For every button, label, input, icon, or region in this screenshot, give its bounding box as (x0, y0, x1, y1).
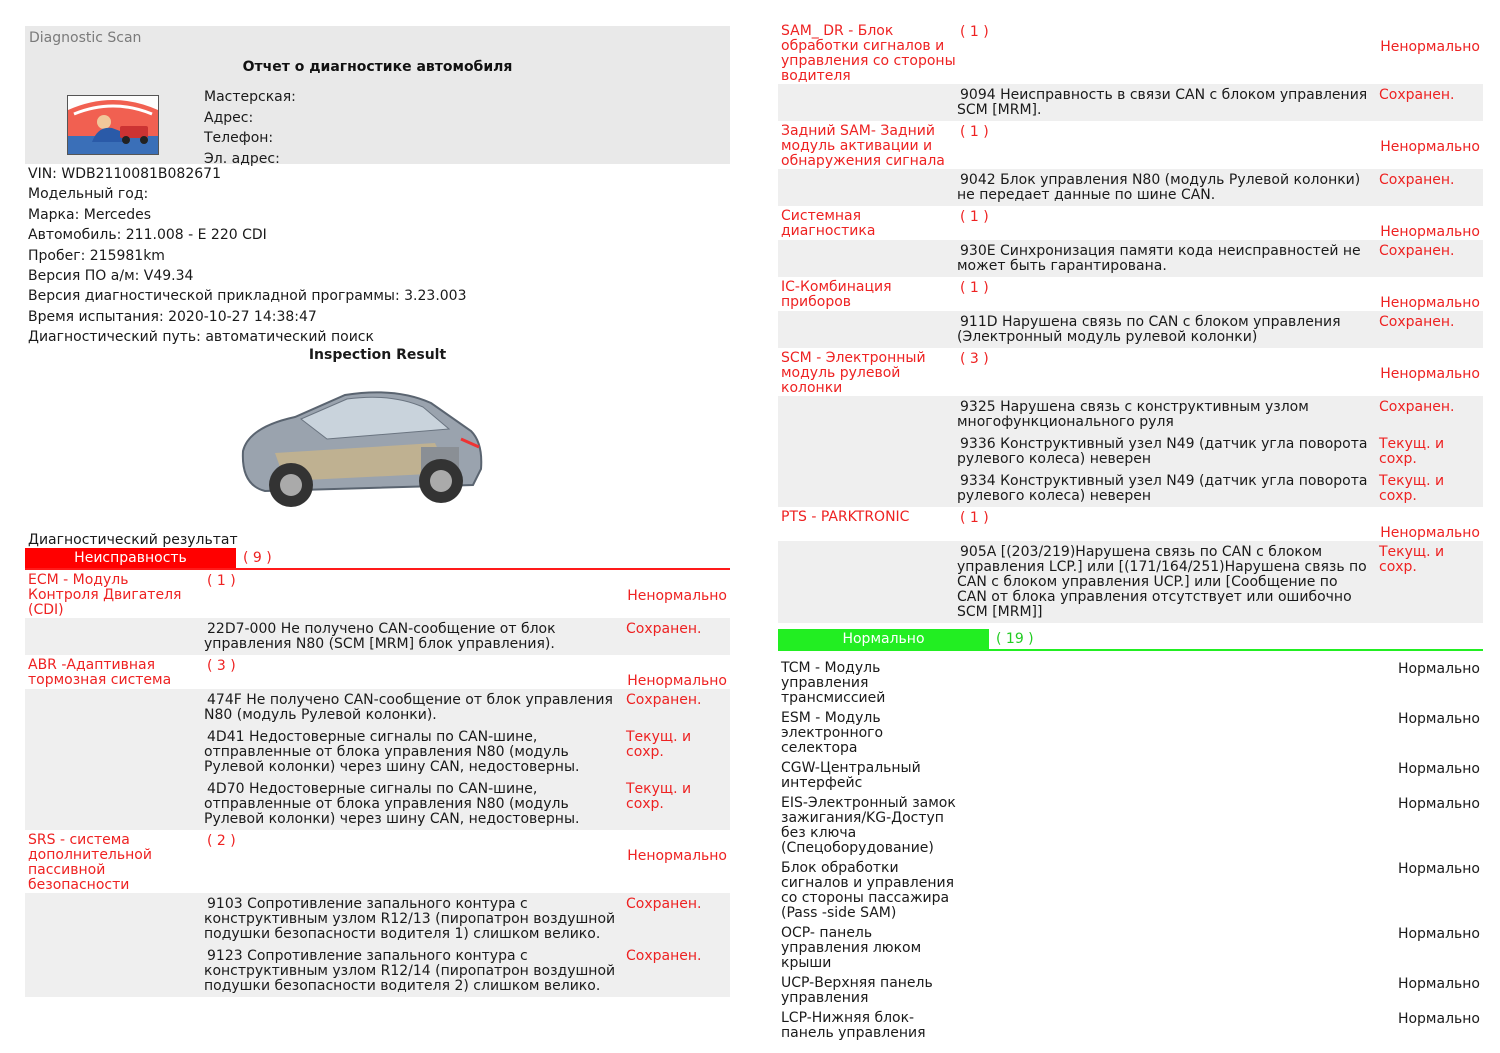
fault-code-count: ( 1 ) (207, 572, 236, 589)
normal-module-status: Нормально (1397, 761, 1480, 777)
fault-code-texts (956, 169, 1373, 206)
shop-name: Мастерская: (204, 89, 296, 105)
normal-module-name: Блок обработки сигналов и управления со стороны пассажира (Pass -side SAM) (781, 860, 955, 921)
vehicle-info (25, 164, 730, 348)
normal-spacer (956, 708, 1373, 758)
normal-module-row (778, 1008, 1483, 1043)
fault-code-text (203, 893, 620, 945)
fault-code-state: Сохранен. (626, 895, 702, 912)
fault-code-block (25, 893, 730, 997)
normal-spacer (956, 758, 1373, 793)
fault-code-description: 4D70 Недостоверные сигналы по CAN-шине, отправленные от блока управления N80 (модуль Рулевой колонки) через шину CAN, недостоверны. (204, 780, 580, 827)
fault-code-texts (956, 311, 1373, 348)
fault-code-count: ( 3 ) (207, 657, 236, 674)
fault-code-text (203, 945, 620, 997)
fault-code-state: Сохранен. (626, 947, 702, 964)
normal-module-status: Нормально (1397, 661, 1480, 677)
fault-section-bar (25, 548, 730, 570)
fault-code-state: Сохранен. (626, 691, 702, 708)
fault-module-row (778, 206, 1483, 240)
inspection-result-label: Inspection Result (308, 346, 447, 363)
fault-code-indent (778, 240, 956, 277)
left-column (25, 0, 730, 997)
fault-module-name: SRS - система дополнительной пассивной безопасности (28, 831, 152, 893)
fault-module-status: Ненормально (627, 847, 727, 864)
normal-module-status: Нормально (1397, 926, 1480, 942)
fault-code-indent (778, 84, 956, 121)
fault-code-block (778, 541, 1483, 623)
normal-module-row (778, 708, 1483, 758)
make: Марка: Mercedes (28, 206, 151, 223)
fault-code-indent (778, 396, 956, 507)
car-cutaway-image (235, 381, 485, 521)
fault-code-texts (203, 893, 620, 997)
fault-section-label: Неисправность (25, 548, 236, 568)
vin: VIN: WDB2110081B082671 (28, 166, 221, 182)
shop-email: Эл. адрес: (204, 150, 280, 167)
fault-code-indent (778, 541, 956, 623)
fault-module-row (25, 570, 730, 618)
fault-code-text (956, 541, 1373, 623)
fault-module-status: Ненормально (1380, 39, 1480, 55)
fault-code-description: 911D Нарушена связь по CAN с блоком управления (Электронный модуль рулевой колонки) (957, 314, 1341, 345)
normal-spacer (956, 973, 1373, 1008)
fault-code-text (956, 470, 1373, 507)
normal-section-bar (778, 629, 1483, 651)
fault-code-description: 9334 Конструктивный узел N49 (датчик угла поворота рулевого колеса) неверен (957, 473, 1368, 504)
fault-code-block (778, 396, 1483, 507)
fault-code-block (778, 240, 1483, 277)
fault-code-state: Текущ. и сохр. (1379, 436, 1445, 467)
normal-module-list (778, 658, 1483, 1043)
fault-code-state: Текущ. и сохр. (1379, 473, 1445, 504)
fault-module-name: IC-Комбинация приборов (781, 279, 892, 310)
shop-info (204, 87, 296, 169)
fault-code-states (1373, 240, 1483, 277)
fault-module-row (778, 348, 1483, 396)
fault-code-states (1373, 541, 1483, 623)
fault-code-text (203, 726, 620, 778)
fault-module-name: Задний SAM- Задний модуль активации и обнаружения сигнала (781, 123, 945, 169)
fault-module-status: Ненормально (1380, 525, 1480, 541)
fault-code-indent (25, 893, 203, 997)
normal-spacer (956, 793, 1373, 858)
vehicle-model: Автомобиль: 211.008 - E 220 CDI (28, 227, 267, 244)
fault-module-status: Ненормально (1380, 224, 1480, 240)
fault-module-row (778, 21, 1483, 84)
normal-module-row (778, 793, 1483, 858)
fault-code-count: ( 1 ) (960, 24, 989, 40)
fault-module-row (25, 655, 730, 689)
fault-code-state: Текущ. и сохр. (626, 728, 692, 760)
fault-code-states (1373, 311, 1483, 348)
normal-section-label: Нормально (778, 629, 989, 649)
app-version: Версия диагностической прикладной программы: 3.23.003 (28, 288, 467, 305)
fault-module-name: PTS - PARKTRONIC (781, 509, 910, 525)
normal-module-name: TCM - Модуль управления трансмиссией (781, 660, 886, 706)
fault-module-name: ECM - Модуль Контроля Двигателя (CDI) (28, 571, 182, 618)
fault-module-name: ABR -Адаптивная тормозная система (28, 656, 172, 688)
normal-module-status: Нормально (1397, 711, 1480, 727)
fault-code-state: Сохранен. (1379, 314, 1455, 330)
fault-code-block (778, 311, 1483, 348)
fault-code-indent (25, 689, 203, 830)
normal-spacer (956, 858, 1373, 923)
diag-path: Диагностический путь: автоматический поиск (28, 329, 374, 346)
fault-code-text (956, 311, 1373, 348)
fault-module-status: Ненормально (1380, 295, 1480, 311)
fault-code-description: 9325 Нарушена связь с конструктивным узлом многофункционального руля (957, 399, 1309, 430)
left-fault-list (25, 570, 730, 997)
normal-module-status: Нормально (1397, 796, 1480, 812)
fault-code-texts (956, 396, 1373, 507)
right-fault-list (778, 21, 1483, 623)
normal-spacer (956, 1008, 1373, 1043)
fault-code-text (203, 778, 620, 830)
fault-code-indent (778, 311, 956, 348)
fault-code-text (956, 433, 1373, 470)
fault-code-text (956, 84, 1373, 121)
fault-code-state: Сохранен. (1379, 87, 1455, 103)
fault-code-description: 9336 Конструктивный узел N49 (датчик угла поворота рулевого колеса) неверен (957, 436, 1368, 467)
normal-module-name: LCP-Нижняя блок-панель управления (781, 1010, 926, 1041)
fault-code-states (620, 689, 730, 830)
normal-module-row (778, 858, 1483, 923)
fault-code-state: Текущ. и сохр. (626, 780, 692, 812)
fault-code-texts (956, 240, 1373, 277)
fault-code-description: 9042 Блок управления N80 (модуль Рулевой колонки) не передает данные по шине CAN. (957, 172, 1361, 203)
fault-code-state: Сохранен. (1379, 243, 1455, 259)
fault-code-states (1373, 396, 1483, 507)
normal-module-row (778, 973, 1483, 1008)
fault-code-block (25, 689, 730, 830)
fault-code-text (956, 169, 1373, 206)
normal-module-name: EIS-Электронный замок зажигания/KG-Доступ без ключа (Спецоборудование) (781, 795, 956, 856)
normal-section-count: ( 19 ) (996, 631, 1034, 647)
fault-code-states (620, 893, 730, 997)
fault-code-text (203, 689, 620, 726)
fault-module-row (25, 830, 730, 893)
shop-phone: Телефон: (204, 130, 274, 146)
fault-module-status: Ненормально (627, 587, 727, 604)
fault-module-name: Системная диагностика (781, 208, 876, 239)
right-column (778, 0, 1483, 1043)
fault-module-row (778, 507, 1483, 541)
normal-module-status: Нормально (1397, 1011, 1480, 1027)
fault-code-state: Сохранен. (1379, 399, 1455, 415)
fault-module-row (778, 277, 1483, 311)
normal-module-row (778, 758, 1483, 793)
mileage: Пробег: 215981km (28, 247, 165, 264)
fault-module-status: Ненормально (627, 672, 727, 689)
normal-module-row (778, 923, 1483, 973)
fault-code-texts (203, 618, 620, 655)
fault-code-count: ( 2 ) (207, 832, 236, 849)
fault-code-description: 9103 Сопротивление запального контура с конструктивным узлом R12/13 (пиропатрон воздушной подушки безопасности водителя 1) слишком велико. (204, 895, 616, 942)
model-year: Модельный год: (28, 186, 149, 203)
fault-code-states (1373, 169, 1483, 206)
fault-code-state: Сохранен. (1379, 172, 1455, 188)
fault-module-row (778, 121, 1483, 169)
fault-code-texts (956, 541, 1373, 623)
normal-module-name: CGW-Центральный интерфейс (781, 760, 921, 791)
fault-code-indent (778, 169, 956, 206)
fault-module-name: SCM - Электронный модуль рулевой колонки (781, 350, 926, 396)
fault-code-count: ( 3 ) (960, 351, 989, 367)
fault-code-description: 905A [(203/219)Нарушена связь по CAN с блоком управления LCP.] или [(171/164/251)Нарушена связь по CAN с блоком управления UCP.] или [Сообщение по CAN от блока управления отсутствует или ошибочно SCM [MRM]] (957, 544, 1367, 620)
normal-module-row (778, 658, 1483, 708)
fault-code-texts (956, 84, 1373, 121)
normal-module-status: Нормально (1397, 976, 1480, 992)
fault-section-count: ( 9 ) (243, 549, 272, 566)
fault-code-description: 474F Не получено CAN-сообщение от блок управления N80 (модуль Рулевой колонки). (204, 691, 613, 723)
report-header (25, 26, 730, 167)
normal-spacer (956, 658, 1373, 708)
fault-code-states (1373, 84, 1483, 121)
fault-code-count: ( 1 ) (960, 280, 989, 296)
fault-code-text (203, 618, 620, 655)
fault-code-description: 22D7-000 Не получено CAN-сообщение от блок управления N80 (SCM [MRM] блок управления). (204, 620, 556, 652)
normal-module-status: Нормально (1397, 861, 1480, 877)
fault-code-description: 4D41 Недостоверные сигналы по CAN-шине, отправленные от блока управления N80 (модуль Рулевой колонки) через шину CAN, недостоверны. (204, 728, 580, 775)
fault-code-block (778, 169, 1483, 206)
brand-label: Diagnostic Scan (29, 30, 142, 46)
fault-code-text (956, 396, 1373, 433)
fault-code-count: ( 1 ) (960, 510, 989, 526)
fault-code-count: ( 1 ) (960, 124, 989, 140)
report-title: Отчет о диагностике автомобиля (242, 59, 513, 75)
normal-module-name: OCP- панель управления люком крыши (781, 925, 922, 971)
normal-module-name: ESM - Модуль электронного селектора (781, 710, 884, 756)
fault-code-state: Сохранен. (626, 620, 702, 637)
fault-code-indent (25, 618, 203, 655)
diagnostic-result-label: Диагностический результат (28, 531, 238, 548)
fault-code-texts (203, 689, 620, 830)
shop-address: Адрес: (204, 109, 254, 126)
fault-code-description: 930E Синхронизация памяти кода неисправностей не может быть гарантирована. (957, 243, 1361, 274)
fault-code-text (956, 240, 1373, 277)
fault-code-description: 9094 Неисправность в связи CAN с блоком управления SCM [MRM]. (957, 87, 1368, 118)
fault-code-state: Текущ. и сохр. (1379, 544, 1445, 575)
fault-code-block (25, 618, 730, 655)
fault-module-status: Ненормально (1380, 139, 1480, 155)
mechanic-logo (67, 95, 159, 155)
normal-spacer (956, 923, 1373, 973)
fault-code-states (620, 618, 730, 655)
ecu-version: Версия ПО а/м: V49.34 (28, 268, 194, 285)
fault-code-description: 9123 Сопротивление запального контура с конструктивным узлом R12/14 (пиропатрон воздушной подушки безопасности водителя 2) слишком велико. (204, 947, 616, 994)
normal-module-name: UCP-Верхняя панель управления (781, 975, 933, 1006)
fault-code-block (778, 84, 1483, 121)
fault-code-count: ( 1 ) (960, 209, 989, 225)
fault-module-status: Ненормально (1380, 366, 1480, 382)
fault-module-name: SAM_ DR - Блок обработки сигналов и управления со стороны водителя (781, 23, 956, 84)
test-time: Время испытания: 2020-10-27 14:38:47 (28, 308, 317, 325)
